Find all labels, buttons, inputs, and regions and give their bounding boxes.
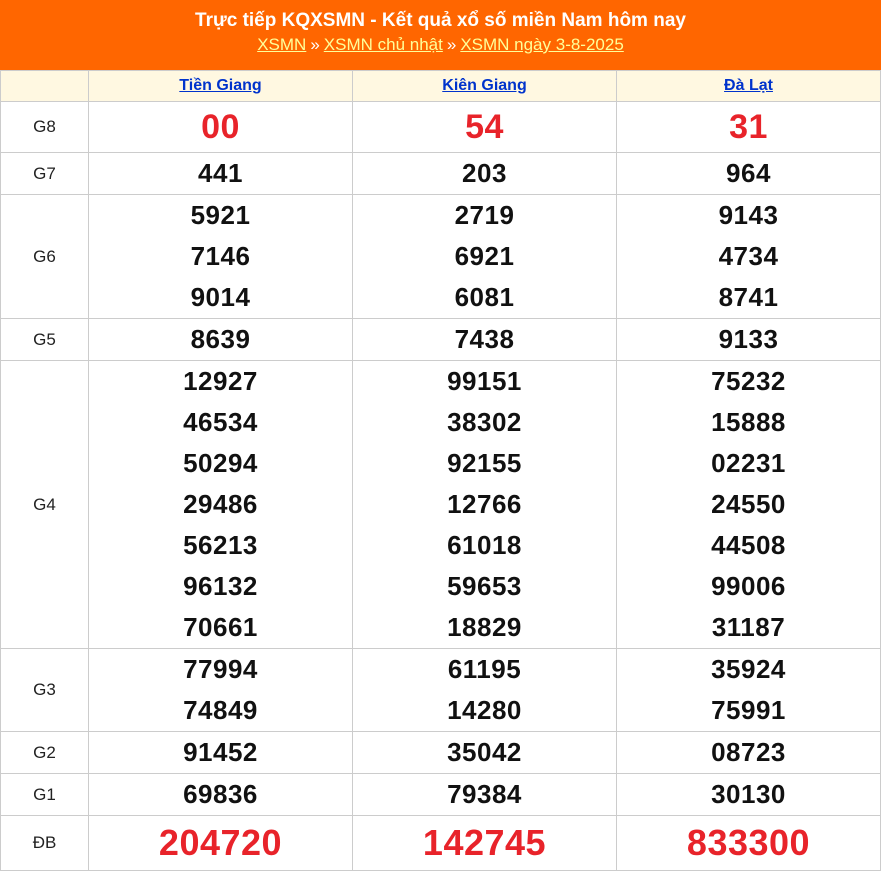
breadcrumb-separator: » <box>446 35 457 54</box>
prize-label: G1 <box>1 774 89 816</box>
winning-number: 6921 <box>454 241 515 271</box>
winning-number: 24550 <box>711 489 786 519</box>
winning-number: 91452 <box>183 737 258 767</box>
prize-cell <box>353 319 617 361</box>
prize-cell <box>617 102 881 153</box>
winning-number: 75232 <box>711 366 786 396</box>
prize-cell <box>89 319 353 361</box>
prize-cell <box>617 816 881 871</box>
province-header <box>617 71 881 102</box>
prize-cell <box>617 774 881 816</box>
winning-number: 44508 <box>711 530 786 560</box>
breadcrumb-link-xsmn-sunday[interactable]: XSMN chủ nhật <box>323 35 443 54</box>
page-header <box>0 0 881 70</box>
prize-cell <box>353 649 617 732</box>
winning-number: 9133 <box>718 324 779 354</box>
prize-label: G6 <box>1 195 89 319</box>
prize-cell <box>353 102 617 153</box>
winning-number: 142745 <box>422 822 547 863</box>
province-link-kien-giang[interactable]: Kiên Giang <box>442 77 527 94</box>
winning-number: 441 <box>198 158 243 188</box>
prize-cell <box>89 649 353 732</box>
header-blank-cell <box>1 71 89 102</box>
winning-number: 12766 <box>447 489 522 519</box>
winning-number: 5921 <box>190 200 251 230</box>
prize-row <box>1 732 881 774</box>
prize-cell <box>353 774 617 816</box>
prize-row <box>1 319 881 361</box>
winning-number: 99006 <box>711 571 786 601</box>
prize-cell <box>353 816 617 871</box>
prize-row <box>1 774 881 816</box>
prize-label: G8 <box>1 102 89 153</box>
breadcrumb-separator: » <box>310 35 320 54</box>
winning-number: 2719 <box>454 200 515 230</box>
breadcrumb-link-xsmn-date[interactable]: XSMN ngày 3-8-2025 <box>460 35 624 54</box>
winning-number: 96132 <box>183 571 258 601</box>
winning-number: 833300 <box>686 822 811 863</box>
winning-number: 38302 <box>447 407 522 437</box>
prize-label: G4 <box>1 361 89 649</box>
prize-label: G5 <box>1 319 89 361</box>
page-title: Trực tiếp KQXSMN - Kết quả xổ số miền Nam hôm nay <box>195 10 686 31</box>
prize-cell <box>617 732 881 774</box>
winning-number: 964 <box>726 158 771 188</box>
prize-cell <box>89 195 353 319</box>
winning-number: 61018 <box>447 530 522 560</box>
winning-number: 77994 <box>183 654 258 684</box>
prize-label: G3 <box>1 649 89 732</box>
winning-number: 7146 <box>190 241 251 271</box>
winning-number: 7438 <box>454 324 515 354</box>
prize-row <box>1 195 881 319</box>
province-header <box>89 71 353 102</box>
winning-number: 35042 <box>447 737 522 767</box>
prize-row <box>1 816 881 871</box>
prize-cell <box>89 102 353 153</box>
winning-number: 69836 <box>183 779 258 809</box>
winning-number: 08723 <box>711 737 786 767</box>
winning-number: 14280 <box>447 695 522 725</box>
winning-number: 30130 <box>711 779 786 809</box>
winning-number: 92155 <box>447 448 522 478</box>
prize-body <box>1 102 881 871</box>
winning-number: 204720 <box>158 822 283 863</box>
winning-number: 8639 <box>190 324 251 354</box>
winning-number: 15888 <box>711 407 786 437</box>
winning-number: 12927 <box>183 366 258 396</box>
winning-number: 00 <box>201 108 240 146</box>
prize-cell <box>617 649 881 732</box>
province-header <box>353 71 617 102</box>
breadcrumb <box>0 34 881 56</box>
prize-cell <box>353 195 617 319</box>
prize-cell <box>617 195 881 319</box>
prize-cell <box>89 732 353 774</box>
winning-number: 61195 <box>447 654 522 684</box>
prize-row <box>1 102 881 153</box>
winning-number: 35924 <box>711 654 786 684</box>
prize-cell <box>617 153 881 195</box>
prize-row <box>1 361 881 649</box>
prize-cell <box>89 816 353 871</box>
results-table <box>0 70 881 871</box>
winning-number: 203 <box>462 158 507 188</box>
winning-number: 6081 <box>454 282 515 312</box>
winning-number: 18829 <box>447 612 522 642</box>
prize-cell <box>89 361 353 649</box>
prize-label: ĐB <box>1 816 89 871</box>
prize-label: G2 <box>1 732 89 774</box>
prize-cell <box>353 732 617 774</box>
prize-label: G7 <box>1 153 89 195</box>
winning-number: 59653 <box>447 571 522 601</box>
winning-number: 29486 <box>183 489 258 519</box>
winning-number: 31187 <box>711 612 786 642</box>
winning-number: 31 <box>729 108 768 146</box>
province-header-row <box>1 71 881 102</box>
prize-row <box>1 153 881 195</box>
winning-number: 50294 <box>183 448 258 478</box>
prize-cell <box>89 153 353 195</box>
prize-cell <box>617 319 881 361</box>
prize-cell <box>89 774 353 816</box>
breadcrumb-link-xsmn[interactable]: XSMN <box>257 35 307 54</box>
winning-number: 4734 <box>718 241 779 271</box>
province-link-da-lat[interactable]: Đà Lạt <box>724 77 773 94</box>
winning-number: 54 <box>465 108 504 146</box>
winning-number: 9014 <box>190 282 251 312</box>
winning-number: 56213 <box>183 530 258 560</box>
winning-number: 70661 <box>183 612 258 642</box>
prize-cell <box>353 153 617 195</box>
winning-number: 74849 <box>183 695 258 725</box>
province-link-tien-giang[interactable]: Tiền Giang <box>179 77 262 94</box>
winning-number: 75991 <box>711 695 786 725</box>
prize-cell <box>353 361 617 649</box>
winning-number: 02231 <box>711 448 786 478</box>
winning-number: 99151 <box>447 366 522 396</box>
winning-number: 8741 <box>718 282 779 312</box>
prize-cell <box>617 361 881 649</box>
winning-number: 46534 <box>183 407 258 437</box>
winning-number: 9143 <box>718 200 779 230</box>
winning-number: 79384 <box>447 779 522 809</box>
prize-row <box>1 649 881 732</box>
